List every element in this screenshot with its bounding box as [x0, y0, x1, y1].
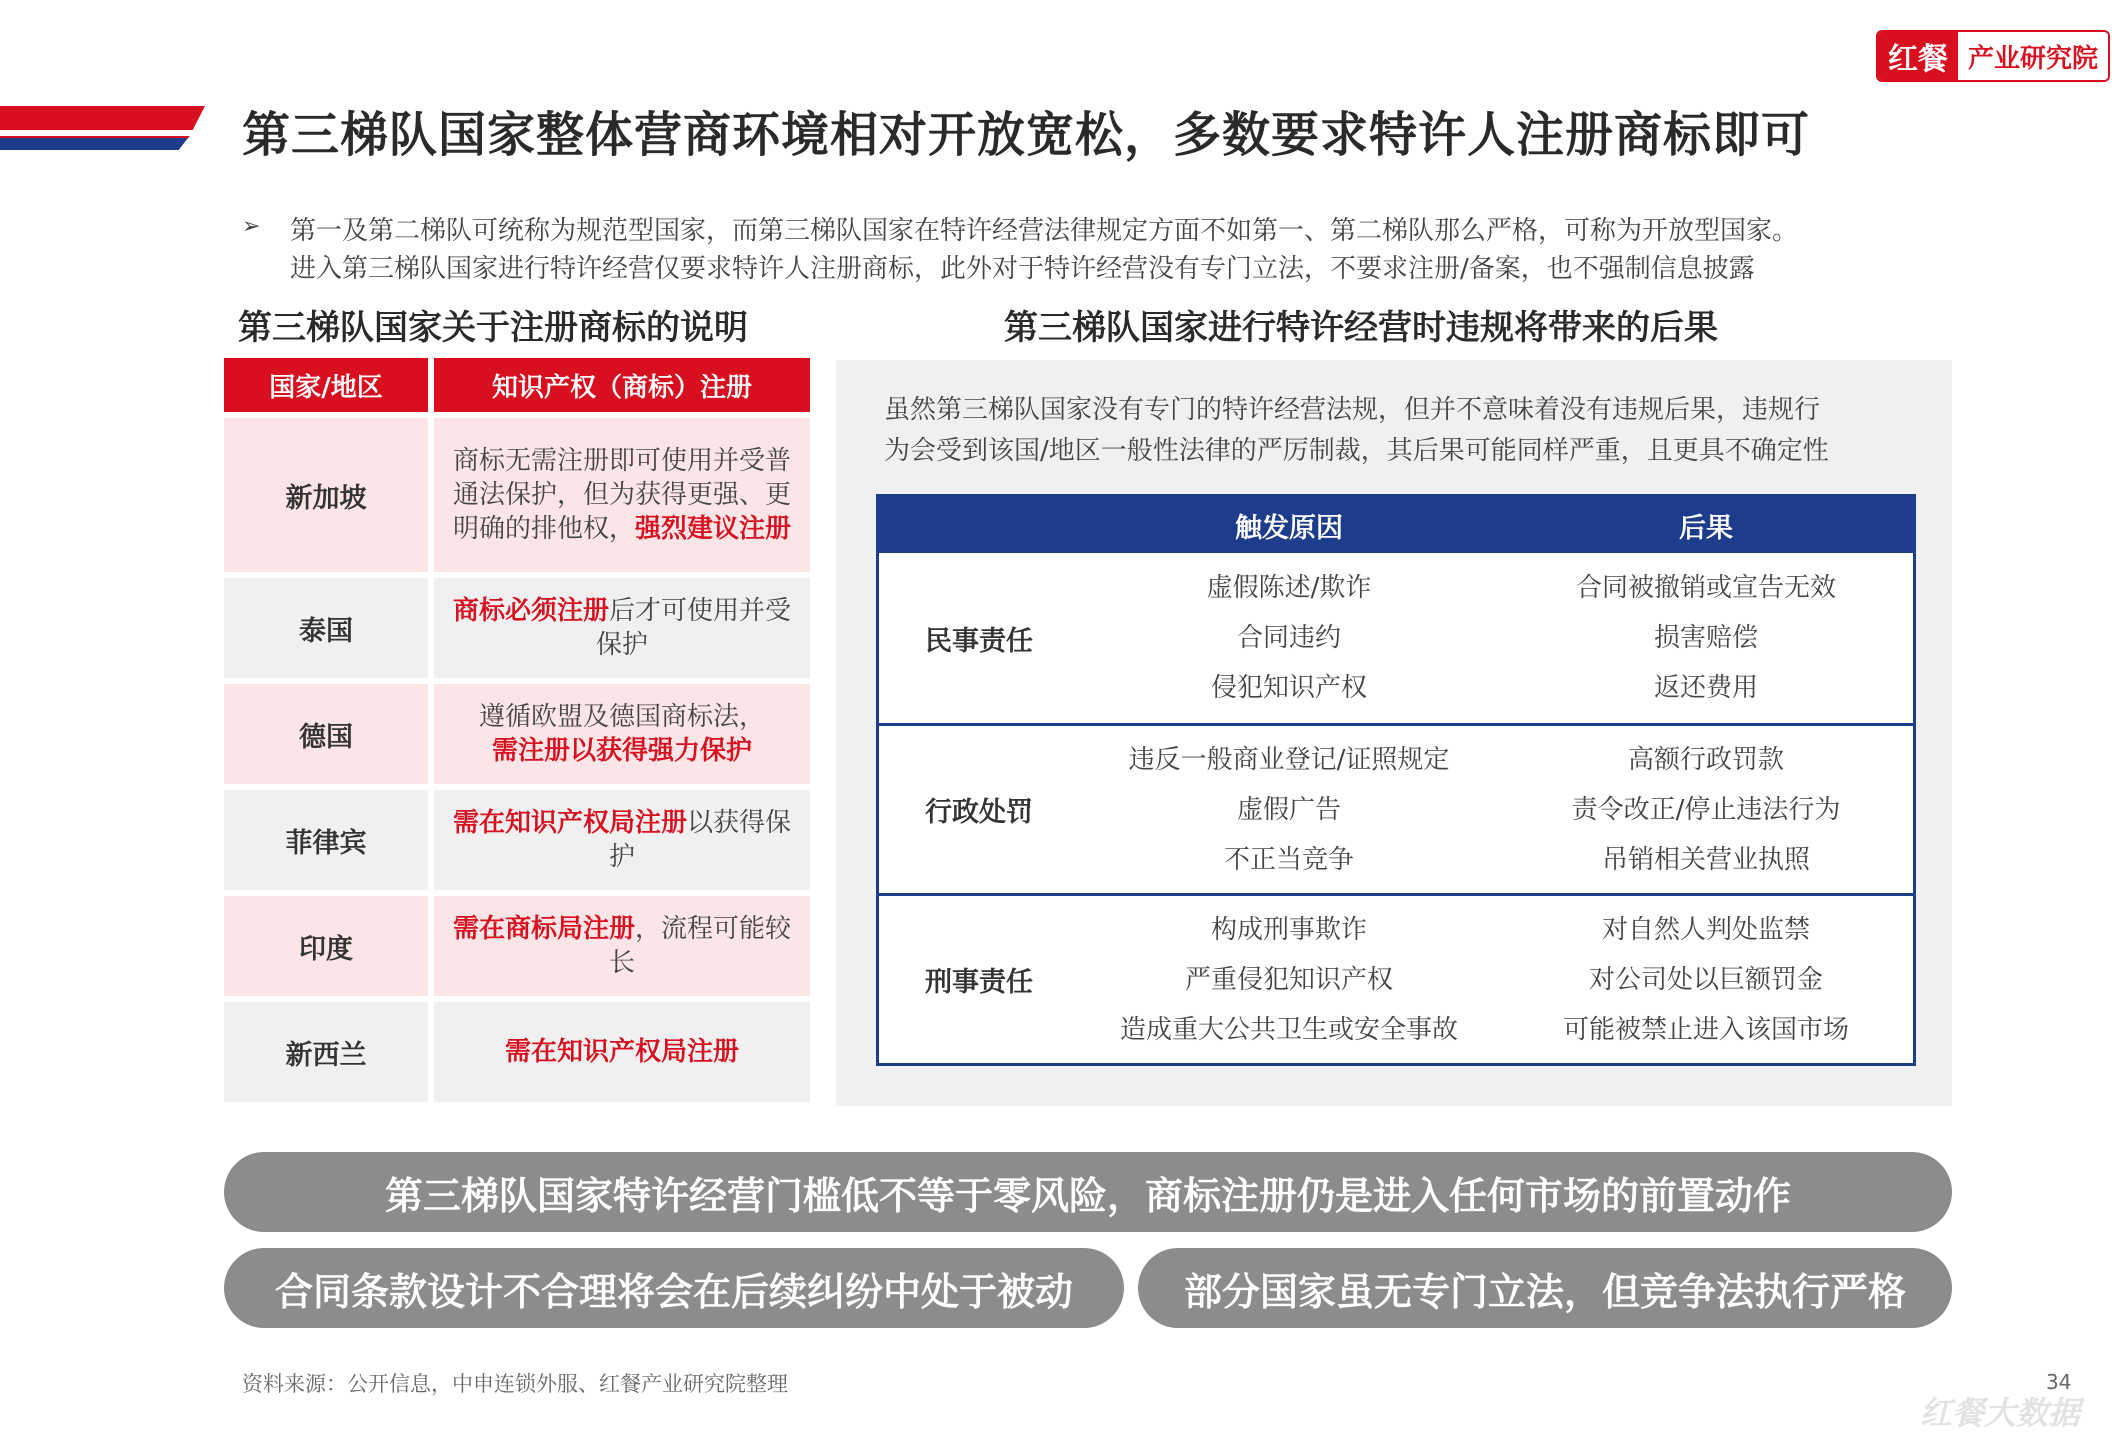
liability-type: 刑事责任	[925, 967, 1033, 998]
table-row	[879, 893, 1913, 1063]
callout-main: 第三梯队国家特许经营门槛低不等于零风险，商标注册仍是进入任何市场的前置动作	[224, 1152, 1952, 1232]
cell-text: 商标无需注册即可使用并受普通法保护，但为获得更强、更明确的排他权，	[452, 446, 791, 544]
result-item: 责令改正/停止违法行为	[1571, 794, 1841, 825]
header-result: 后果	[1679, 512, 1733, 544]
logo-mark: 红餐	[1878, 32, 1958, 80]
cause-item: 侵犯知识产权	[1210, 673, 1367, 703]
brand-watermark: 红餐大数据	[1920, 1394, 2081, 1432]
header-country: 国家/地区	[224, 358, 428, 412]
registration-cell	[434, 684, 810, 784]
cell-text: 以获得保护	[608, 808, 792, 872]
table-row	[224, 896, 810, 996]
registration-cell	[434, 1002, 810, 1102]
cell-highlight: 需注册以获得强力保护	[491, 736, 752, 766]
callout-left: 合同条款设计不合理将会在后续纠纷中处于被动	[224, 1248, 1124, 1328]
header-liability	[879, 497, 1079, 553]
table-row	[879, 723, 1913, 893]
page-number: 34	[2046, 1370, 2072, 1394]
table-row	[224, 578, 810, 678]
header-cause: 触发原因	[1235, 512, 1343, 544]
table-row	[879, 553, 1913, 723]
cell-highlight: 强烈建议注册	[635, 514, 792, 544]
cause-cell	[1079, 896, 1499, 1063]
cell-highlight: 需在知识产权局注册	[452, 808, 687, 838]
registration-cell	[434, 578, 810, 678]
cause-item: 不正当竞争	[1223, 844, 1354, 875]
registration-cell	[434, 896, 810, 996]
registration-cell	[434, 790, 810, 890]
consequences-intro	[884, 390, 1924, 472]
cause-item: 虚假广告	[1236, 794, 1341, 825]
table-row	[224, 1002, 810, 1102]
page-title: 第三梯队国家整体营商环境相对开放宽松，多数要求特许人注册商标即可	[242, 107, 1811, 163]
liability-type: 行政处罚	[925, 797, 1033, 828]
result-cell	[1499, 553, 1913, 723]
left-section-title: 第三梯队国家关于注册商标的说明	[238, 308, 748, 348]
result-item: 吊销相关营业执照	[1601, 844, 1810, 875]
intro-paragraph	[240, 212, 1960, 288]
brand-logo	[1876, 30, 2110, 82]
result-item: 高额行政罚款	[1627, 744, 1784, 775]
cell-text: ，流程可能较长	[608, 914, 792, 978]
cell-highlight: 需在知识产权局注册	[504, 1037, 739, 1067]
liability-type: 民事责任	[925, 625, 1033, 657]
table-row	[224, 684, 810, 784]
trademark-table-header	[224, 358, 810, 412]
cause-item: 合同违约	[1236, 623, 1341, 653]
cause-item: 造成重大公共卫生或安全事故	[1119, 1014, 1458, 1045]
country-cell: 菲律宾	[224, 790, 428, 890]
title-accent-gap	[0, 130, 196, 136]
country-cell: 泰国	[224, 578, 428, 678]
intro-line-1: 第一及第二梯队可统称为规范型国家，而第三梯队国家在特许经营法律规定方面不如第一、第二梯队那么严格，可称为开放型国家。	[290, 216, 1799, 246]
registration-cell	[434, 418, 810, 572]
table-row	[224, 418, 810, 572]
result-item: 对自然人判处监禁	[1601, 914, 1810, 945]
header-registration: 知识产权（商标）注册	[434, 358, 810, 412]
logo-text: 产业研究院	[1958, 32, 2108, 80]
cause-item: 虚假陈述/欺诈	[1206, 573, 1372, 603]
bullet-arrow-icon: ➢	[242, 214, 261, 239]
result-item: 对公司处以巨额罚金	[1588, 964, 1823, 995]
cell-highlight: 需在商标局注册	[452, 914, 635, 944]
result-item: 返还费用	[1653, 673, 1758, 703]
result-item: 可能被禁止进入该国市场	[1562, 1014, 1849, 1045]
callout-right: 部分国家虽无专门立法，但竞争法执行严格	[1138, 1248, 1952, 1328]
result-item: 合同被撤销或宣告无效	[1575, 573, 1836, 603]
country-cell: 德国	[224, 684, 428, 784]
country-cell: 新西兰	[224, 1002, 428, 1102]
cause-item: 违反一般商业登记/证照规定	[1128, 744, 1450, 775]
cause-cell	[1079, 553, 1499, 723]
result-cell	[1499, 726, 1913, 893]
consequences-table	[876, 494, 1916, 1066]
country-cell: 印度	[224, 896, 428, 996]
consequences-intro-line-2: 为会受到该国/地区一般性法律的严厉制裁，其后果可能同样严重，且更具不确定性	[884, 436, 1829, 466]
result-cell	[1499, 896, 1913, 1063]
cause-cell	[1079, 726, 1499, 893]
table-row	[224, 790, 810, 890]
consequences-table-header	[879, 497, 1913, 553]
cause-item: 严重侵犯知识产权	[1184, 964, 1393, 995]
consequences-intro-line-1: 虽然第三梯队国家没有专门的特许经营法规，但并不意味着没有违规后果，违规行	[884, 395, 1821, 425]
cell-text: 后才可使用并受保护	[595, 596, 792, 660]
cell-text: 遵循欧盟及德国商标法，	[478, 702, 765, 732]
cell-highlight: 商标必须注册	[452, 596, 609, 626]
source-note: 资料来源：公开信息，中申连锁外服、红餐产业研究院整理	[242, 1372, 788, 1396]
title-accent-blue-bar	[0, 138, 188, 150]
country-cell: 新加坡	[224, 418, 428, 572]
right-section-title: 第三梯队国家进行特许经营时违规将带来的后果	[1004, 308, 1718, 348]
cause-item: 构成刑事欺诈	[1210, 914, 1367, 945]
intro-line-2: 进入第三梯队国家进行特许经营仅要求特许人注册商标，此外对于特许经营没有专门立法，不要求注册/备案，也不强制信息披露	[290, 254, 1755, 284]
result-item: 损害赔偿	[1653, 623, 1758, 653]
trademark-table	[224, 358, 810, 1108]
